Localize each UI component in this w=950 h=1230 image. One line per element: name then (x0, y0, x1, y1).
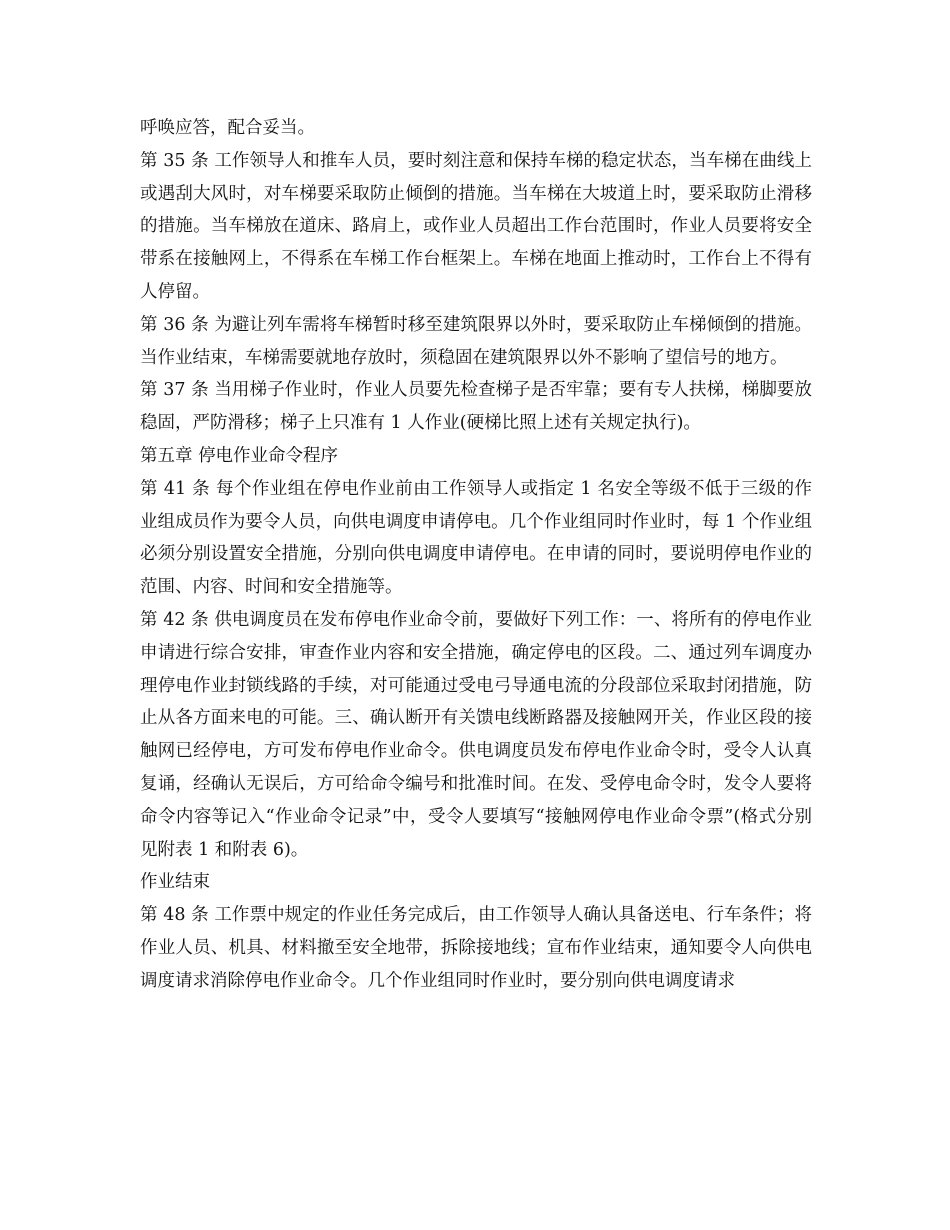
paragraph-continuation: 呼唤应答，配合妥当。 (140, 118, 315, 138)
document-page (140, 112, 812, 998)
article-35: 第 35 条 工作领导人和推车人员，要时刻注意和保持车梯的稳定状态，当车梯在曲线上或遇刮大风时，对车梯要采取防止倾倒的措施。当车梯在大坡道上时，要采取防止滑移的措施。当车梯放在道床、路肩上，或作业人员超出工作台范围时，作业人员要将安全带系在接触网上，不得系在车梯工作台框架上。车梯在地面上推动时，工作台上不得有人停留。 (140, 150, 812, 302)
article-36: 第 36 条 为避让列车需将车梯暂时移至建筑限界以外时，要采取防止车梯倾倒的措施。当作业结束，车梯需要就地存放时，须稳固在建筑限界以外不影响了望信号的地方。 (140, 314, 812, 368)
chapter-heading: 第五章 停电作业命令程序 (140, 445, 339, 466)
article-37: 第 37 条 当用梯子作业时，作业人员要先检查梯子是否牢靠；要有专人扶梯，梯脚要放稳固，严防滑移；梯子上只准有 1 人作业(硬梯比照上述有关规定执行)。 (140, 380, 812, 434)
article-42: 第 42 条 供电调度员在发布停电作业命令前，要做好下列工作：一、将所有的停电作业申请进行综合安排，审查作业内容和安全措施，确定停电的区段。二、通过列车调度办理停电作业封锁线路的手续，对可能通过受电弓导通电流的分段部位采取封闭措施，防止从各方面来电的可能。三、确认断开有关馈电线断路器及接触网开关，作业区段的接触网已经停电，方可发布停电作业命令。供电调度员发布停电作业命令时，受令人认真复诵，经确认无误后，方可给命令编号和批准时间。在发、受停电命令时，发令人要将命令内容等记入“作业命令记录”中，受令人要填写“接触网停电作业命令票”(格式分别见附表 1 和附表 6)。 (140, 609, 812, 860)
article-48: 第 48 条 工作票中规定的作业任务完成后，由工作领导人确认具备送电、行车条件；将作业人员、机具、材料撤至安全地带，拆除接地线；宣布作业结束，通知要令人向供电调度请求消除停电作业命令。几个作业组同时作业时，要分别向供电调度请求 (140, 905, 812, 991)
article-41: 第 41 条 每个作业组在停电作业前由工作领导人或指定 1 名安全等级不低于三级的作业组成员作为要令人员，向供电调度申请停电。几个作业组同时作业时，每 1 个作业组必须分别设置安全措施，分别向供电调度申请停电。在申请的同时，要说明停电作业的范围、内容、时间和安全措施等。 (140, 478, 812, 598)
section-heading: 作业结束 (140, 872, 210, 893)
